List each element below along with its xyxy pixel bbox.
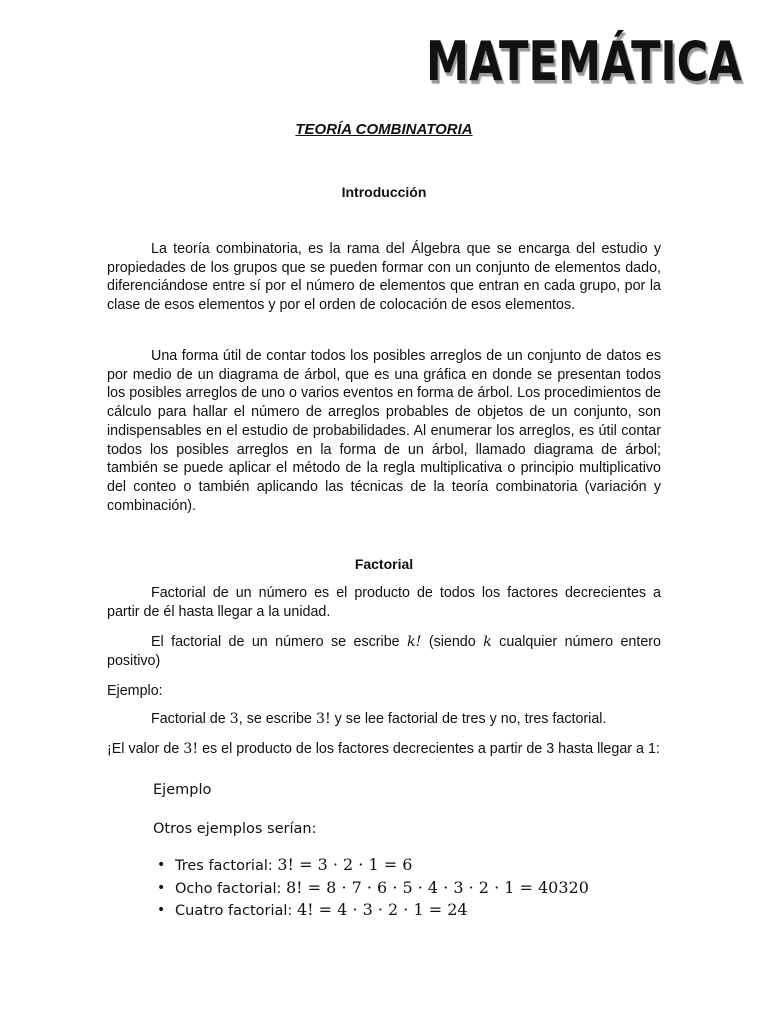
intro-heading: Introducción bbox=[341, 184, 427, 200]
example-title: Ejemplo bbox=[153, 782, 212, 798]
factorial-example: Factorial de 3, se escribe 3! y se lee factorial de tres y no, tres factorial. bbox=[151, 711, 607, 727]
intro-paragraph-2: Una forma útil de contar todos los posibles arreglos de un conjunto de datos es por medio de un diagrama de árbol, que es una gráfica en donde se presentan todos los posibles arreglos de uno o varios eventos en forma de árbol. Los procedimientos de cálculo para hallar el número de arreglos probables de objetos de un conjunto, son indispensables en el estudio de probabilidades. Al enumerar los arreglos, es útil contar todos los posibles arreglos en la forma de un árbol, llamado diagrama de árbol; también se puede aplicar el método de la regla multiplicativa o principio multiplicativo del conteo o también aplicando las técnicas de la teoría combinatoria (variación y combinación). bbox=[107, 348, 661, 514]
list-item: • Ocho factorial: 8! = 8 · 7 · 6 · 5 · 4 · 3 · 2 · 1 = 40320 bbox=[153, 877, 589, 900]
factorial-heading: Factorial bbox=[354, 556, 414, 572]
factorial-value-text: ¡El valor de 3! es el producto de los factores decrecientes a partir de 3 hasta llegar a 1: bbox=[107, 741, 660, 757]
example-list bbox=[153, 854, 589, 922]
list-item: • Tres factorial: 3! = 3 · 2 · 1 = 6 bbox=[153, 854, 589, 877]
example-subtitle: Otros ejemplos serían: bbox=[153, 821, 317, 837]
ejemplo-label: Ejemplo: bbox=[107, 683, 163, 699]
intro-paragraph-1: La teoría combinatoria, es la rama del Álgebra que se encarga del estudio y propiedades de los grupos que se pueden formar con un conjunto de elementos dado, diferenciándose entre sí por el número de elementos que entran en cada grupo, por la clase de esos elementos y por el orden de colocación de esos elementos. bbox=[107, 241, 661, 314]
document-title: TEORÍA COMBINATORIA bbox=[295, 121, 473, 138]
list-item: • Cuatro factorial: 4! = 4 · 3 · 2 · 1 = 24 bbox=[153, 899, 589, 922]
subject-logo: MATEMÁTICA bbox=[426, 30, 742, 93]
factorial-definition: Factorial de un número es el producto de todos los factores decrecientes a partir de él hasta llegar a la unidad. bbox=[107, 585, 661, 620]
factorial-notation: El factorial de un número se escribe k! (siendo k cualquier número entero positivo) bbox=[107, 634, 661, 669]
